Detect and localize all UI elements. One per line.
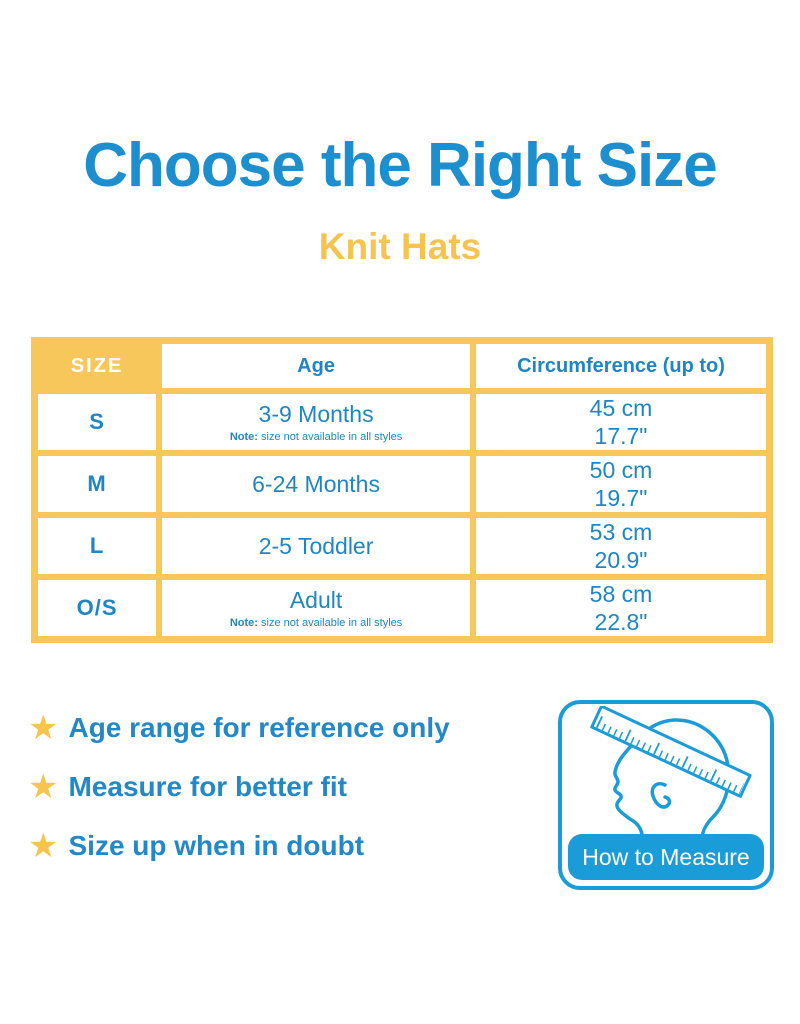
head-measurement-illustration bbox=[562, 706, 770, 840]
tip-item bbox=[28, 827, 450, 865]
age-value: 3-9 Months bbox=[258, 401, 374, 427]
table-header-row bbox=[38, 344, 766, 388]
circumference-cm: 50 cm bbox=[589, 457, 653, 483]
age-note bbox=[162, 617, 470, 629]
note-text: size not available in all styles bbox=[261, 431, 403, 443]
note-label: Note: bbox=[229, 617, 258, 629]
circumference-cm: 58 cm bbox=[589, 581, 653, 607]
size-cell: S bbox=[38, 394, 156, 450]
how-to-measure-label: How to Measure bbox=[568, 834, 764, 880]
circumference-cell bbox=[476, 518, 766, 574]
age-cell: 6-24 Months bbox=[162, 456, 470, 512]
ear-icon bbox=[652, 784, 669, 807]
page-subtitle: Knit Hats bbox=[318, 226, 482, 267]
tip-label: Age range for reference only bbox=[68, 712, 450, 743]
size-cell: O/S bbox=[38, 580, 156, 636]
star-icon: ★ bbox=[28, 827, 59, 865]
table-row bbox=[38, 580, 766, 636]
circumference-cm: 45 cm bbox=[589, 395, 653, 421]
circumference-cm: 53 cm bbox=[589, 519, 653, 545]
table-row bbox=[38, 394, 766, 450]
size-table-container bbox=[31, 337, 773, 643]
star-icon: ★ bbox=[28, 768, 59, 806]
header-age: Age bbox=[162, 344, 470, 388]
tips-list bbox=[28, 709, 450, 889]
page-title: Choose the Right Size bbox=[83, 131, 717, 200]
circumference-inches: 22.8" bbox=[594, 609, 648, 635]
circumference-inches: 19.7" bbox=[594, 485, 648, 511]
circumference-inches: 17.7" bbox=[594, 423, 648, 449]
note-text: size not available in all styles bbox=[261, 617, 403, 629]
star-icon: ★ bbox=[28, 709, 59, 747]
circumference-cell bbox=[476, 394, 766, 450]
age-cell bbox=[162, 394, 470, 450]
header-circumference: Circumference (up to) bbox=[476, 344, 766, 388]
table-row bbox=[38, 456, 766, 512]
circumference-cell bbox=[476, 580, 766, 636]
age-note bbox=[162, 431, 470, 443]
size-table bbox=[32, 338, 772, 642]
how-to-measure-box bbox=[558, 700, 774, 890]
note-label: Note: bbox=[229, 431, 258, 443]
table-row bbox=[38, 518, 766, 574]
header-size: SIZE bbox=[38, 344, 156, 388]
size-cell: M bbox=[38, 456, 156, 512]
tip-label: Size up when in doubt bbox=[68, 830, 365, 861]
circumference-cell bbox=[476, 456, 766, 512]
tip-label: Measure for better fit bbox=[68, 771, 347, 802]
age-cell: 2-5 Toddler bbox=[162, 518, 470, 574]
tip-item bbox=[28, 709, 450, 747]
size-cell: L bbox=[38, 518, 156, 574]
age-cell bbox=[162, 580, 470, 636]
tip-item bbox=[28, 768, 450, 806]
circumference-inches: 20.9" bbox=[594, 547, 648, 573]
age-value: Adult bbox=[289, 587, 343, 613]
